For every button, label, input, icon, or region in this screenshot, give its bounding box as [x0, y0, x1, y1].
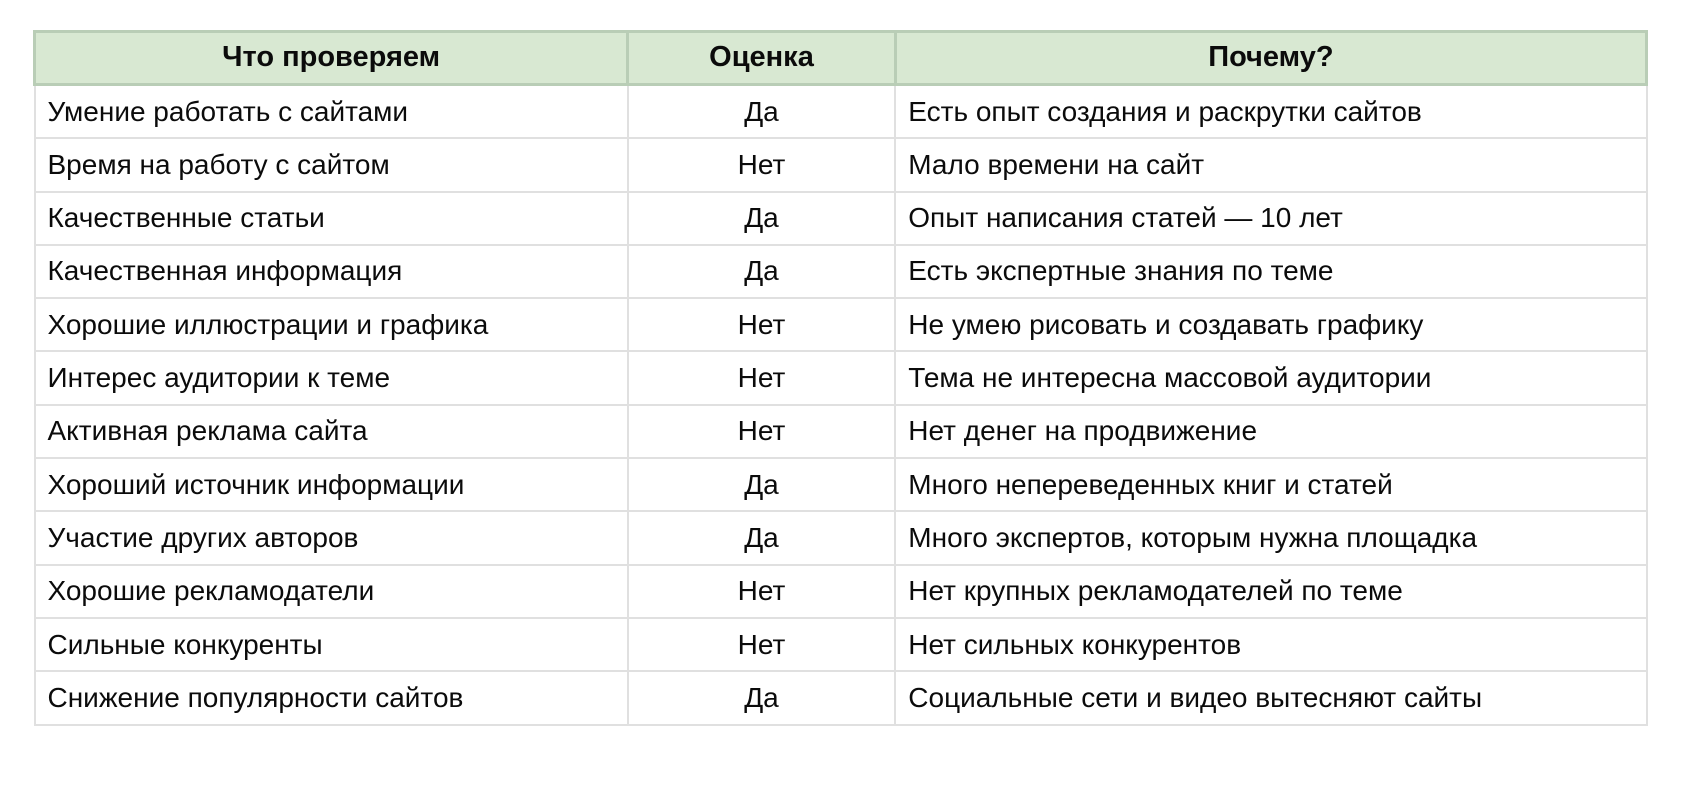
table-header-row	[35, 32, 1647, 85]
cell-reason: Социальные сети и видео вытесняют сайты	[895, 671, 1646, 724]
cell-item: Качественная информация	[35, 245, 628, 298]
cell-score: Нет	[628, 138, 896, 191]
table-row	[35, 618, 1647, 671]
cell-item: Хороший источник информации	[35, 458, 628, 511]
cell-item: Интерес аудитории к теме	[35, 351, 628, 404]
cell-reason: Много непереведенных книг и статей	[895, 458, 1646, 511]
cell-score: Нет	[628, 298, 896, 351]
cell-item: Снижение популярности сайтов	[35, 671, 628, 724]
table-row	[35, 192, 1647, 245]
cell-reason: Есть опыт создания и раскрутки сайтов	[895, 85, 1646, 139]
cell-score: Да	[628, 85, 896, 139]
table-row	[35, 671, 1647, 724]
column-header-score: Оценка	[628, 32, 896, 85]
table-row	[35, 458, 1647, 511]
cell-reason: Мало времени на сайт	[895, 138, 1646, 191]
table-row	[35, 245, 1647, 298]
column-header-reason: Почему?	[895, 32, 1646, 85]
table-row	[35, 405, 1647, 458]
cell-reason: Нет денег на продвижение	[895, 405, 1646, 458]
table-row	[35, 351, 1647, 404]
cell-reason: Много экспертов, которым нужна площадка	[895, 511, 1646, 564]
table-body	[35, 85, 1647, 725]
cell-item: Сильные конкуренты	[35, 618, 628, 671]
cell-item: Участие других авторов	[35, 511, 628, 564]
cell-reason: Тема не интересна массовой аудитории	[895, 351, 1646, 404]
cell-score: Да	[628, 192, 896, 245]
cell-score: Да	[628, 511, 896, 564]
cell-score: Нет	[628, 618, 896, 671]
cell-score: Да	[628, 671, 896, 724]
table-row	[35, 138, 1647, 191]
cell-item: Умение работать с сайтами	[35, 85, 628, 139]
cell-item: Активная реклама сайта	[35, 405, 628, 458]
column-header-item: Что проверяем	[35, 32, 628, 85]
cell-reason: Опыт написания статей — 10 лет	[895, 192, 1646, 245]
cell-reason: Нет сильных конкурентов	[895, 618, 1646, 671]
table-header	[35, 32, 1647, 85]
cell-reason: Нет крупных рекламодателей по теме	[895, 565, 1646, 618]
evaluation-table-wrapper	[33, 30, 1648, 726]
table-row	[35, 511, 1647, 564]
cell-item: Хорошие рекламодатели	[35, 565, 628, 618]
table-row	[35, 85, 1647, 139]
cell-reason: Не умею рисовать и создавать графику	[895, 298, 1646, 351]
cell-score: Нет	[628, 405, 896, 458]
cell-item: Время на работу с сайтом	[35, 138, 628, 191]
cell-item: Качественные статьи	[35, 192, 628, 245]
cell-score: Нет	[628, 565, 896, 618]
cell-score: Да	[628, 458, 896, 511]
cell-reason: Есть экспертные знания по теме	[895, 245, 1646, 298]
cell-score: Нет	[628, 351, 896, 404]
cell-item: Хорошие иллюстрации и графика	[35, 298, 628, 351]
cell-score: Да	[628, 245, 896, 298]
table-row	[35, 565, 1647, 618]
table-row	[35, 298, 1647, 351]
evaluation-table	[33, 30, 1648, 726]
